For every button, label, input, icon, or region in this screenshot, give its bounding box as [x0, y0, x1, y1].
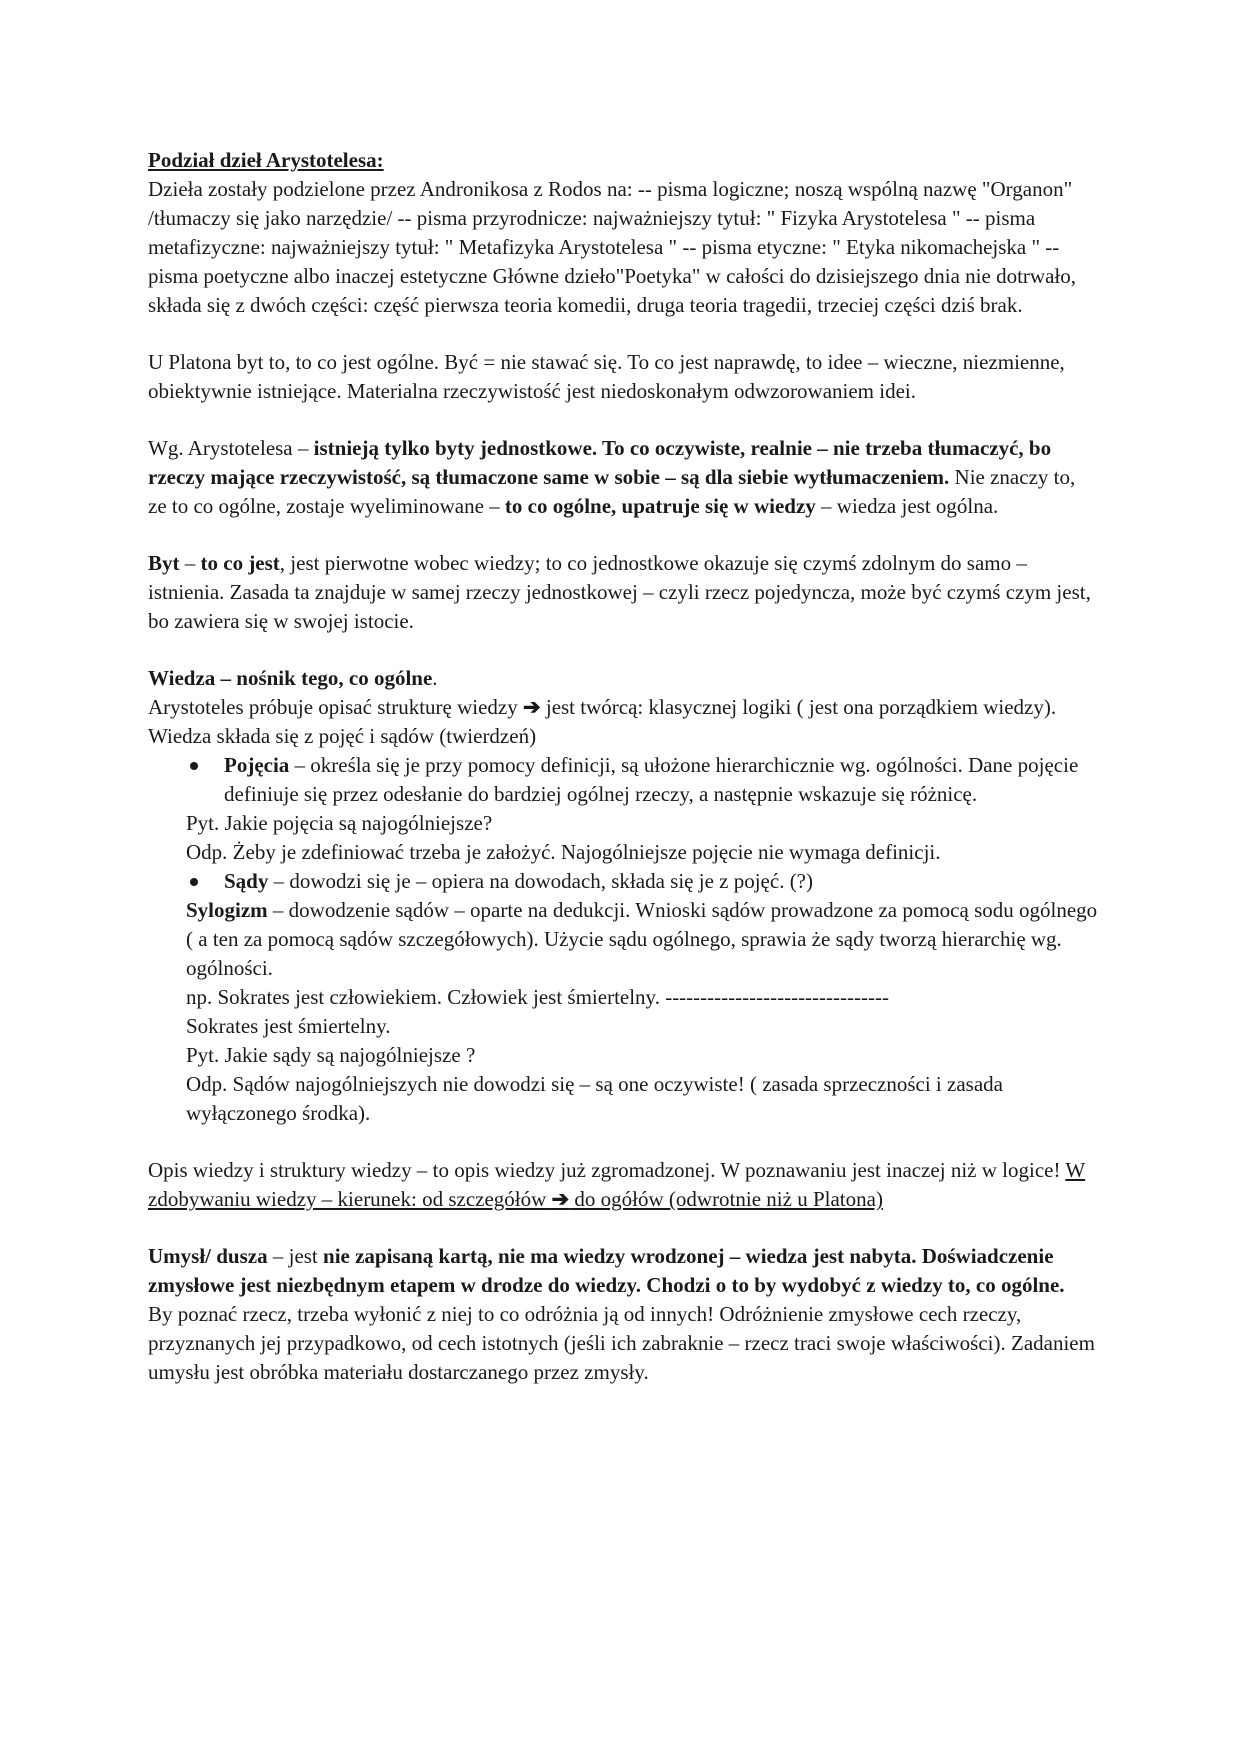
arrow-right-icon: ➔: [551, 1187, 570, 1211]
paragraph-knowledge-parts: Wiedza składa się z pojęć i sądów (twierdzeń): [148, 724, 537, 748]
bullet-list: [148, 751, 1098, 1128]
paragraph-being: Byt – to co jest, jest pierwotne wobec wiedzy; to co jednostkowe okazuje się czymś zdolnym do samo –istnienia. Zasada ta znajduje w samej rzeczy jednostkowej – czyli rzecz pojedyncza, może być czymś czym jest, bo zawiera się w swojej istocie.: [148, 551, 1091, 633]
spacer: [148, 406, 1098, 434]
section-title: Podział dzieł Arystotelesa:: [148, 148, 384, 172]
spacer: [148, 320, 1098, 348]
spacer: [148, 521, 1098, 549]
bullet-icon: [190, 762, 198, 770]
paragraph-mind-2: By poznać rzecz, trzeba wyłonić z niej to co odróżnia ją od innych! Odróżnienie zmysłowe cech rzeczy, przyznanych jej przypadkowo, od cech istotnych (jeśli ich zabraknie – rzecz traci swoje właściwości). Zadaniem umysłu jest obróbka materiału dostarczanego przez zmysły.: [148, 1302, 1095, 1384]
paragraph-works-division: Dzieła zostały podzielone przez Andronikosa z Rodos na: -- pisma logiczne; noszą wspólną nazwę "Organon" /tłumaczy się jako narzędzie/ -- pisma przyrodnicze: najważniejszy tytuł: " Fizyka Arystotelesa " -- pisma metafizyczne: najważniejszy tytuł: " Metafizyka Arystotelesa " -- pisma etyczne: " Etyka nikomachejska " -- pisma poetyczne albo inaczej estetyczne Główne dzieło"Poetyka" w całości do dzisiejszego dnia nie dotrwało, składa się z dwóch części: część pierwsza teoria komedii, druga teoria tragedii, trzeciej części dziś brak.: [148, 177, 1076, 317]
spacer: [148, 1128, 1098, 1156]
paragraph-syllogism: Sylogizm – dowodzenie sądów – oparte na dedukcji. Wnioski sądów prowadzone za pomocą sodu ogólnego ( a ten za pomocą sądów szczegółowych). Użycie sądu ogólnego, sprawia że sądy tworzą hierarchię wg. ogólności.: [186, 898, 1098, 980]
paragraph-aristotle: Wg. Arystotelesa – istnieją tylko byty jednostkowe. To co oczywiste, realnie – nie trzeba tłumaczyć, bo rzeczy mające rzeczywistość, są tłumaczone same w sobie – są dla siebie wytłumaczeniem. Nie znaczy to, ze to co ogólne, zostaje wyeliminowane – to co ogólne, upatruje się w wiedzy – wiedza jest ogólna.: [148, 436, 1076, 518]
paragraph-cognition: Opis wiedzy i struktury wiedzy – to opis wiedzy już zgromadzonej. W poznawaniu jest inaczej niż w logice! W zdobywaniu wiedzy – kierunek: od szczegółów ➔ do ogółów (odwrotnie niż u Platona): [148, 1158, 1086, 1211]
document-page: [148, 146, 1098, 1387]
paragraph-knowledge-structure: Arystoteles próbuje opisać strukturę wiedzy ➔ jest twórcą: klasycznej logiki ( jest ona porządkiem wiedzy).: [148, 695, 1057, 719]
list-item-judgements: Sądy – dowodzi się je – opiera na dowodach, składa się je z pojęć. (?): [186, 867, 1098, 896]
knowledge-heading: Wiedza – nośnik tego, co ogólne.: [148, 666, 438, 690]
answer-2: Odp. Sądów najogólniejszych nie dowodzi się – są one oczywiste! ( zasada sprzeczności i zasada wyłączonego środka).: [186, 1072, 1003, 1125]
example-line: np. Sokrates jest człowiekiem. Człowiek jest śmiertelny. --------------------------------: [186, 985, 889, 1009]
spacer: [148, 1214, 1098, 1242]
answer-1: Odp. Żeby je zdefiniować trzeba je założyć. Najogólniejsze pojęcie nie wymaga definicji.: [186, 840, 941, 864]
paragraph-mind: Umysł/ dusza – jest nie zapisaną kartą, nie ma wiedzy wrodzonej – wiedza jest nabyta. Doświadczenie zmysłowe jest niezbędnym etapem w drodze do wiedzy. Chodzi o to by wydobyć z wiedzy to, co ogólne.: [148, 1244, 1065, 1297]
list-item-concepts: Pojęcia – określa się je przy pomocy definicji, są ułożone hierarchicznie wg. ogólności. Dane pojęcie definiuje się przez odesłanie do bardziej ogólnej rzeczy, a następnie wskazuje się różnicę.: [186, 751, 1098, 809]
question-2: Pyt. Jakie sądy są najogólniejsze ?: [186, 1043, 476, 1067]
example-conclusion: Sokrates jest śmiertelny.: [186, 1014, 391, 1038]
question-1: Pyt. Jakie pojęcia są najogólniejsze?: [186, 811, 493, 835]
bullet-icon: [190, 878, 198, 886]
arrow-right-icon: ➔: [523, 695, 541, 719]
paragraph-plato: U Platona byt to, to co jest ogólne. Być = nie stawać się. To co jest naprawdę, to idee – wieczne, niezmienne, obiektywnie istniejące. Materialna rzeczywistość jest niedoskonałym odwzorowaniem idei.: [148, 350, 1065, 403]
spacer: [148, 636, 1098, 664]
